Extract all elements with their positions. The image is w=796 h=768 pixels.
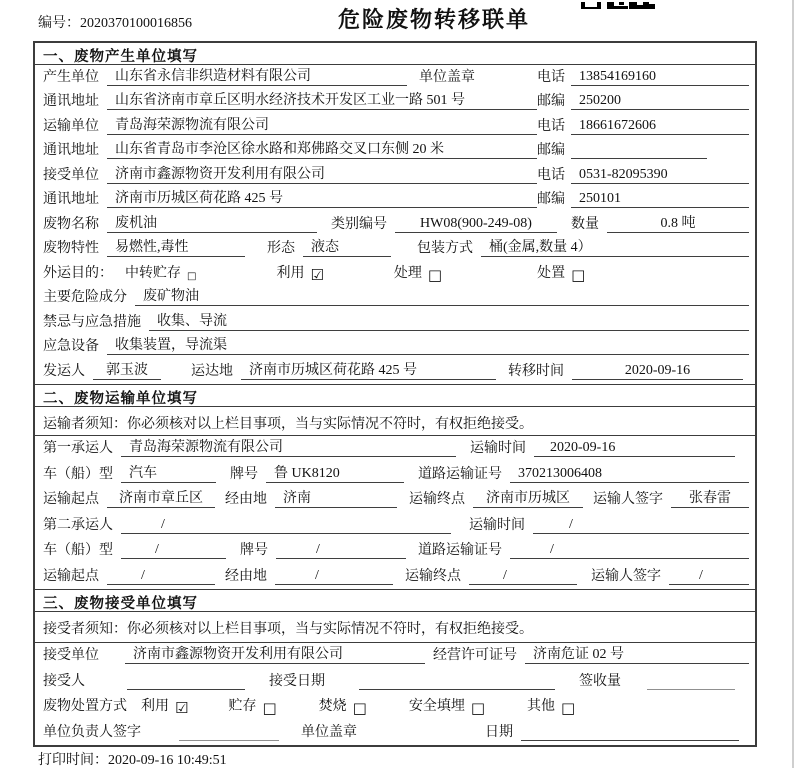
form-row-receiving-person — [35, 668, 755, 694]
phone-label: 电话 — [537, 167, 565, 183]
transporter-phone-group — [537, 115, 749, 135]
checkbox-use-3: ☑ — [175, 699, 189, 717]
section-producer-title: 一、废物产生单位填写 — [35, 43, 755, 65]
destination-value: 济南市历城区荷花路 425 号 — [241, 359, 496, 380]
section-receiver-title: 三、废物接受单位填写 — [35, 589, 755, 612]
transfer-date-value: 2020-09-16 — [572, 363, 743, 380]
waste-character-value: 易燃性,毒性 — [107, 236, 245, 257]
option-use-label: 利用 — [276, 265, 305, 281]
receiver-notice: 接受者须知：你必须核对以上栏目事项，当与实际情况不符时，有权拒绝接受。 — [35, 612, 755, 643]
via-label: 经由地 — [225, 492, 267, 507]
carrier-signature-label: 运输人签字 — [593, 492, 663, 507]
plate-no-value: 鲁 UK8120 — [266, 462, 404, 483]
option-transit-storage-label: 中转贮存 — [125, 265, 181, 281]
print-time-value: 2020-09-16 10:49:51 — [108, 753, 227, 768]
form-row-transfer-purpose — [35, 261, 755, 286]
option-storage-label: 贮存 — [228, 699, 257, 714]
via-value: 济南 — [275, 487, 397, 508]
form-row-receiving-unit — [35, 643, 755, 669]
producer-zip-group — [537, 90, 749, 110]
form-row-receiver — [35, 163, 755, 188]
option-other-label: 其他 — [527, 699, 556, 714]
responsible-signature-label: 单位负责人签字 — [43, 724, 141, 740]
producer-zip-value: 250200 — [571, 93, 749, 110]
category-code-label: 类别编号 — [331, 216, 387, 232]
form-row-shipper — [35, 359, 755, 384]
receiving-unit-label: 接受单位 — [43, 648, 99, 663]
origin-label: 运输起点 — [43, 492, 99, 507]
via-value-2: / — [275, 568, 393, 585]
disposal-method-label: 废物处置方式 — [43, 699, 127, 714]
second-transport-date-value: / — [533, 517, 749, 534]
transporter-zip-group — [537, 139, 749, 159]
address-label: 通讯地址 — [43, 143, 99, 158]
transport-date-label: 运输时间 — [470, 441, 526, 456]
emergency-measures-value: 收集、导流 — [149, 310, 749, 331]
checkbox-other: □ — [561, 699, 576, 717]
origin-value: 济南市章丘区 — [107, 487, 215, 508]
emergency-measures-label: 禁忌与应急措施 — [43, 314, 141, 330]
producer-phone-value: 13854169160 — [571, 69, 749, 86]
receiver-phone-group — [537, 164, 749, 184]
receive-date-value — [359, 689, 555, 690]
via-label: 经由地 — [225, 568, 267, 584]
form-row-transporter-address — [35, 139, 755, 164]
receiver-person-label: 接受人 — [43, 673, 85, 689]
plate-no-label: 牌号 — [230, 466, 258, 482]
form-row-route-1 — [35, 487, 755, 513]
section-producer — [35, 43, 755, 384]
quantity-label: 数量 — [571, 216, 599, 232]
road-permit-value: 370213006408 — [510, 466, 749, 483]
transport-date-value: 2020-09-16 — [534, 440, 735, 457]
receiving-unit-value: 济南市鑫源物资开发利用有限公司 — [125, 643, 425, 664]
form-row-vehicle-1 — [35, 461, 755, 487]
origin-value-2: / — [107, 568, 215, 585]
carrier-signature-label: 运输人签字 — [591, 568, 661, 584]
checkbox-storage: □ — [262, 699, 277, 717]
terminus-value-2: / — [469, 568, 577, 585]
vehicle-type-value: 汽车 — [121, 462, 216, 483]
qr-code-fragment-svg — [581, 2, 655, 9]
zip-label: 邮编 — [537, 94, 565, 109]
terminus-label: 运输终点 — [405, 568, 461, 584]
transporter-phone-value: 18661672606 — [571, 118, 749, 135]
section-receiver — [35, 589, 755, 745]
form-row-emergency-measures — [35, 310, 755, 335]
quantity-value: 0.8 吨 — [607, 212, 749, 233]
emergency-equipment-value: 收集装置，导流渠 — [107, 334, 749, 355]
form-row-producer-address — [35, 90, 755, 115]
form-row-hazard-component — [35, 286, 755, 311]
second-carrier-label: 第二承运人 — [43, 517, 113, 533]
phone-label: 电话 — [537, 69, 565, 85]
license-no-label: 经营许可证号 — [433, 648, 517, 663]
transporter-value: 青岛海荣源物流有限公司 — [107, 114, 537, 135]
checkbox-transit-storage: □ — [187, 270, 197, 282]
form-row-emergency-equipment — [35, 335, 755, 360]
address-label: 通讯地址 — [43, 94, 99, 109]
producer-label: 产生单位 — [43, 69, 99, 85]
form-row-route-2 — [35, 563, 755, 589]
form-row-disposal-method — [35, 694, 755, 720]
date-label: 日期 — [485, 724, 513, 740]
vehicle-type-label: 车（船）型 — [43, 543, 113, 558]
producer-value: 山东省永信非织造材料有限公司 — [107, 65, 407, 86]
doc-number-label: 编号： — [38, 16, 80, 31]
vehicle-type-label: 车（船）型 — [43, 466, 113, 482]
form-row-vehicle-2 — [35, 538, 755, 564]
waste-name-value: 废机油 — [107, 212, 317, 233]
phone-label: 电话 — [537, 118, 565, 134]
receiver-value: 济南市鑫源物资开发利用有限公司 — [107, 163, 537, 184]
origin-label: 运输起点 — [43, 568, 99, 584]
plate-no-label: 牌号 — [240, 543, 268, 558]
emergency-equipment-label: 应急设备 — [43, 339, 99, 354]
date-value — [521, 740, 739, 741]
receiver-label: 接受单位 — [43, 167, 99, 183]
receiver-zip-group — [537, 188, 749, 208]
section-transporter — [35, 384, 755, 589]
form-row-transporter — [35, 114, 755, 139]
terminus-value: 济南市历城区 — [473, 487, 583, 508]
form-row-responsible-signature — [35, 719, 755, 745]
first-carrier-label: 第一承运人 — [43, 441, 113, 456]
receive-date-label: 接受日期 — [269, 673, 325, 689]
page-title: 危险废物转移联单 — [338, 7, 531, 32]
received-qty-label: 签收量 — [579, 673, 621, 689]
responsible-signature-value — [179, 740, 279, 741]
producer-address-value: 山东省济南市章丘区明水经济技术开发区工业一路 501 号 — [107, 89, 537, 110]
unit-seal-label: 单位盖章 — [419, 69, 475, 85]
license-no-value: 济南危证 02 号 — [525, 643, 749, 664]
plate-no-value-2: / — [276, 542, 406, 559]
producer-phone-group — [537, 66, 749, 86]
packing-label: 包装方式 — [417, 241, 473, 256]
form-row-producer — [35, 65, 755, 90]
receiver-zip-value: 250101 — [571, 191, 749, 208]
doc-number-value: 2020370100016856 — [80, 16, 192, 31]
form-state-value: 液态 — [303, 236, 391, 257]
checkbox-dispose: □ — [571, 265, 586, 284]
first-carrier-value: 青岛海荣源物流有限公司 — [121, 436, 456, 457]
transfer-purpose-label: 外运目的： — [43, 265, 113, 281]
transfer-date-label: 转移时间 — [508, 363, 564, 379]
shipper-value: 郭玉波 — [93, 359, 161, 380]
road-permit-label: 道路运输证号 — [418, 466, 502, 482]
unit-seal-label: 单位盖章 — [301, 724, 357, 740]
received-qty-value — [647, 689, 735, 690]
page-edge-line — [792, 0, 794, 768]
road-permit-value-2: / — [510, 542, 749, 559]
receiver-phone-value: 0531-82095390 — [571, 167, 749, 184]
waste-name-label: 废物名称 — [43, 216, 99, 232]
form-row-waste-name — [35, 212, 755, 237]
road-permit-label: 道路运输证号 — [418, 543, 502, 558]
checkbox-landfill: □ — [470, 699, 486, 717]
transporter-label: 运输单位 — [43, 118, 99, 134]
receiver-person-value — [127, 689, 245, 690]
transporter-notice: 运输者须知：你必须核对以上栏目事项，当与实际情况不符时，有权拒绝接受。 — [35, 407, 755, 436]
hazard-component-label: 主要危险成分 — [43, 290, 127, 305]
manifest-form — [33, 41, 757, 747]
option-incineration-label: 焚烧 — [318, 699, 347, 714]
packing-value: 桶(金属,数量 4） — [481, 236, 749, 257]
zip-label: 邮编 — [537, 192, 565, 207]
hazard-component-value: 废矿物油 — [135, 285, 749, 306]
option-treat-label: 处理 — [393, 265, 422, 281]
option-landfill-label: 安全填埋 — [408, 699, 465, 714]
option-dispose-label: 处置 — [537, 265, 566, 281]
waste-character-label: 废物特性 — [43, 241, 99, 256]
destination-label: 运达地 — [191, 363, 233, 379]
qr-code-fragment-icon — [581, 0, 655, 9]
second-carrier-value: / — [121, 517, 451, 534]
vehicle-type-value-2: / — [121, 542, 226, 559]
receiver-address-value: 济南市历城区荷花路 425 号 — [107, 187, 537, 208]
option-use-label: 利用 — [141, 699, 169, 714]
checkbox-use: ☑ — [310, 265, 324, 284]
print-time-label: 打印时间： — [38, 753, 108, 768]
transporter-address-value: 山东省青岛市李沧区徐水路和郑佛路交叉口东侧 20 米 — [107, 138, 537, 159]
form-row-first-carrier — [35, 436, 755, 462]
address-label: 通讯地址 — [43, 192, 99, 207]
form-row-second-carrier — [35, 512, 755, 538]
zip-label: 邮编 — [537, 143, 565, 158]
doc-number — [38, 12, 192, 32]
carrier-signature-value-2: / — [669, 568, 749, 585]
shipper-label: 发运人 — [43, 363, 85, 379]
form-row-receiver-address — [35, 188, 755, 213]
form-state-label: 形态 — [267, 241, 295, 256]
terminus-label: 运输终点 — [409, 492, 465, 507]
print-time — [38, 749, 227, 768]
carrier-signature-value: 张春雷 — [671, 487, 749, 508]
section-transporter-title: 二、废物运输单位填写 — [35, 384, 755, 407]
transport-date-label: 运输时间 — [469, 517, 525, 533]
transporter-zip-value — [571, 158, 707, 159]
checkbox-treat: □ — [427, 265, 443, 284]
form-row-waste-character — [35, 237, 755, 262]
checkbox-incineration: □ — [352, 699, 367, 717]
category-code-value: HW08(900-249-08) — [395, 216, 557, 233]
